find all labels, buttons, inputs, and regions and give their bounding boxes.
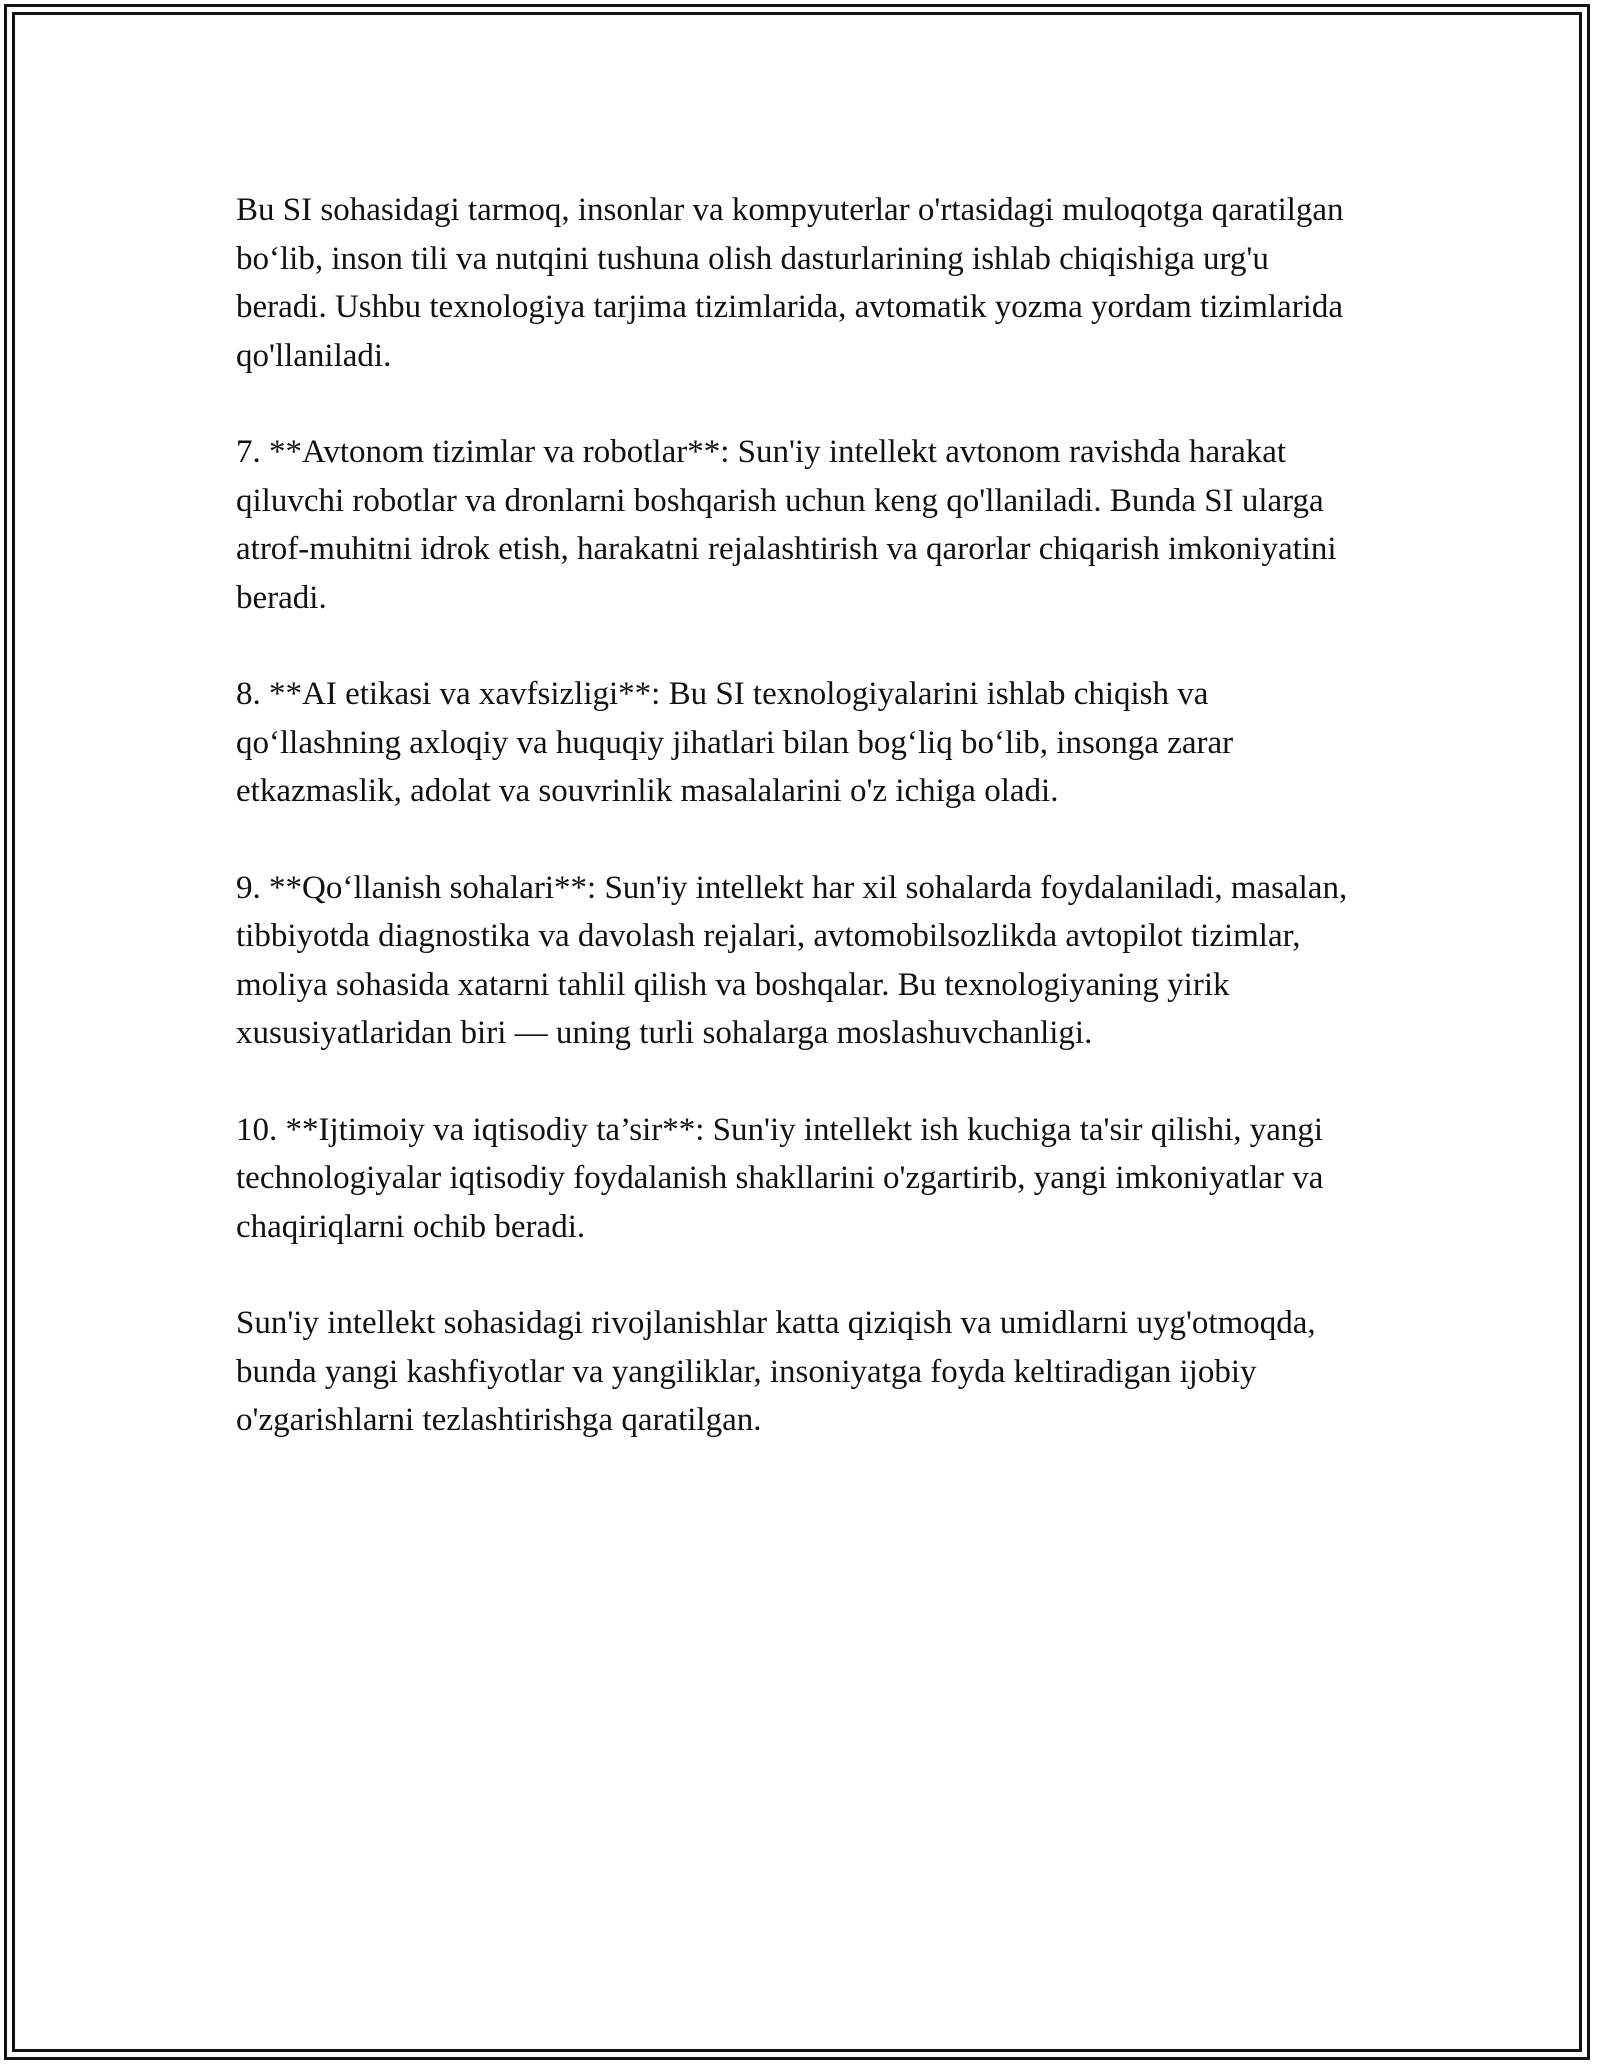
- paragraph-application-areas: 9. **Qo‘llanish sohalari**: Sun'iy intellekt har xil sohalarda foydalaniladi, masalan, tibbiyotda diagnostika va davolash rejalari, avtomobilsozlikda avtopilot tizimlar, moliya sohasida xatarni tahlil qilish va boshqalar. Bu texnologiyaning yirik xususiyatlaridan biri — uning turli sohalarga moslashuvchanligi.: [236, 869, 1348, 1051]
- paragraph-conclusion: Sun'iy intellekt sohasidagi rivojlanishlar katta qiziqish va umidlarni uyg'otmoqda, bunda yangi kashfiyotlar va yangiliklar, insoniyatga foyda keltiradigan ijobiy o'zgarishlarni tezlashtirishga qaratilgan.: [236, 1305, 1316, 1438]
- document-body: [236, 186, 1366, 1493]
- paragraph-social-economic-impact: 10. **Ijtimoiy va iqtisodiy ta’sir**: Sun'iy intellekt ish kuchiga ta'sir qilishi, yangi technologiyalar iqtisodiy foydalanish shakllarini o'zgartirib, yangi imkoniyatlar va chaqiriqlarni ochib beradi.: [236, 1111, 1324, 1245]
- paragraph-nlp-description: Bu SI sohasidagi tarmoq, insonlar va kompyuterlar o'rtasidagi muloqotga qaratilgan bo‘lib, inson tili va nutqini tushuna olish dasturlarining ishlab chiqishiga urg'u beradi. Ushbu texnologiya tarjima tizimlarida, avtomatik yozma yordam tizimlarida qo'llaniladi.: [236, 192, 1344, 374]
- paragraph-ai-ethics: 8. **AI etikasi va xavfsizligi**: Bu SI texnologiyalarini ishlab chiqish va qo‘llashning axloqiy va huquqiy jihatlari bilan bog‘liq bo‘lib, insonga zarar etkazmaslik, adolat va souvrinlik masalalarini o'z ichiga oladi.: [236, 676, 1234, 809]
- paragraph-autonomous-systems: 7. **Avtonom tizimlar va robotlar**: Sun'iy intellekt avtonom ravishda harakat qiluvchi robotlar va dronlarni boshqarish uchun keng qo'llaniladi. Bunda SI ularga atrof-muhitni idrok etish, harakatni rejalashtirish va qarorlar chiqarish imkoniyatini beradi.: [236, 434, 1337, 616]
